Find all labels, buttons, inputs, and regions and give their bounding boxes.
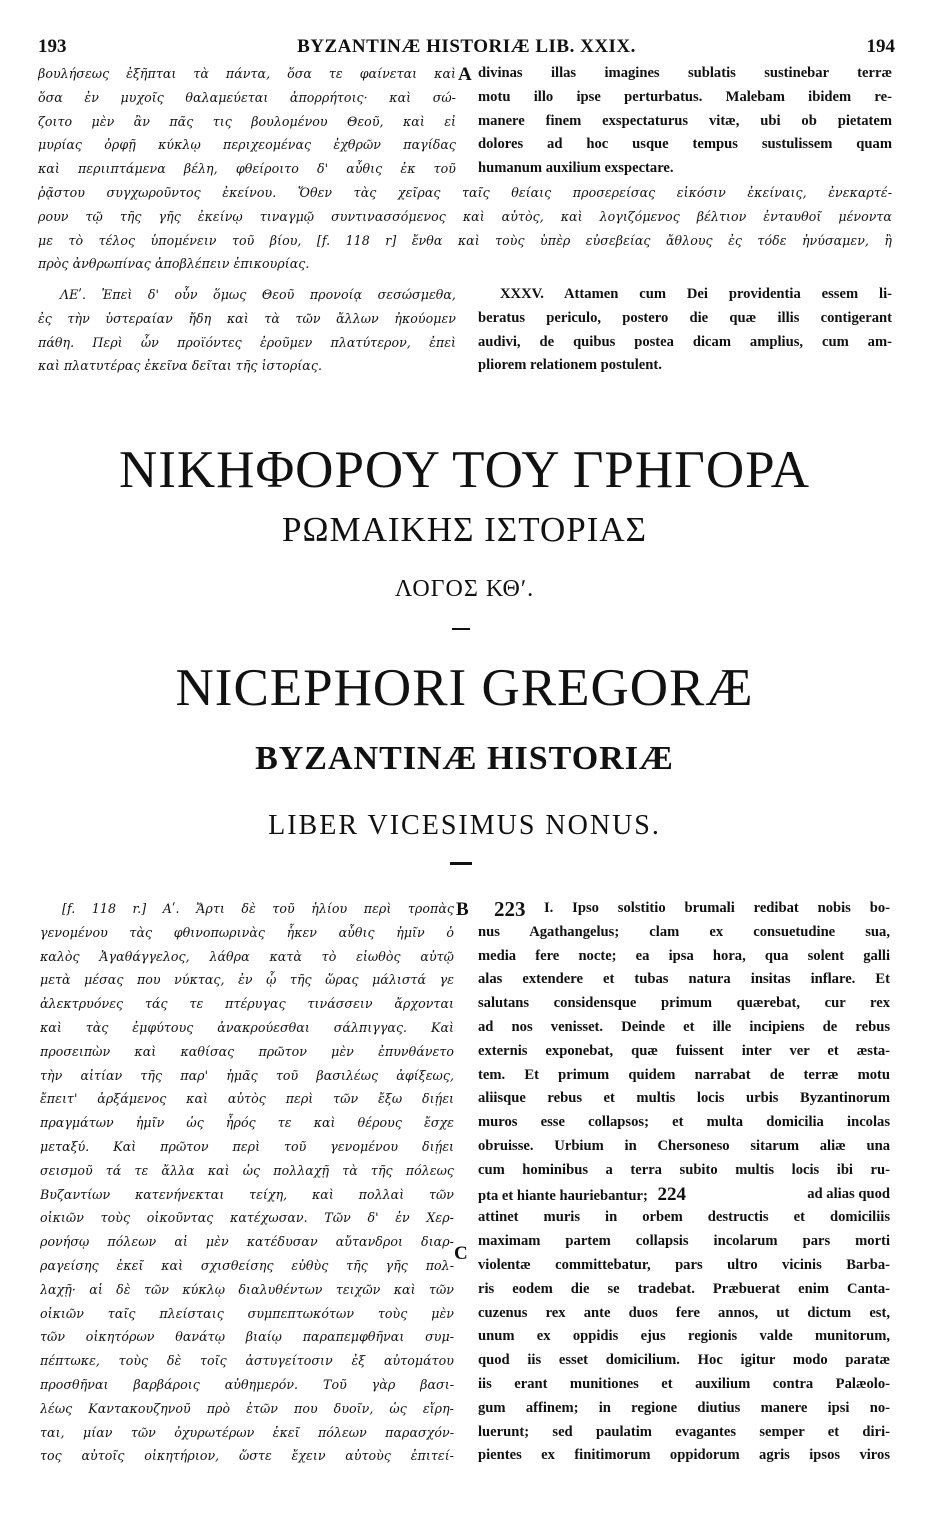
text-line: dolores ad hoc usque tempus sustulissem quam [478, 136, 892, 153]
text-line: iis erant munitiones et auxilium contra Palæolo- [478, 1375, 890, 1392]
text-segment: pta et hiante hauriebantur; [478, 1187, 648, 1204]
text-line: ris eodem die se tradebat. Præbuerat enim Canta- [478, 1280, 890, 1297]
greek-author-title: ΝΙΚΗΦΟΡΟΥ ΤΟΥ ΓΡΗΓΟΡΑ [118, 441, 811, 499]
latin-work-title: BYZANTINÆ HISTORIÆ [255, 740, 674, 777]
text-line: οἰκιῶν τοὺς οἰκοῦντας κατέχωσαν. Τῶν δ' ἐν Χερ- [40, 1210, 454, 1226]
text-line: violentæ committebatur, pars ultro vicinis Barba- [478, 1256, 890, 1273]
text-line: Βυζαντίων κατενήνεκται τείχη, καὶ πολλαὶ τῶν [40, 1186, 454, 1202]
text-line: media fere nocte; ea ipsa hora, qua solent galli [478, 947, 890, 964]
latin-author-title: NICEPHORI GREGORÆ [175, 659, 754, 717]
text-line: πραγμάτων ἡμῖν ὡς ἦρός τε καὶ θέρους ἔσχε [40, 1115, 454, 1131]
margin-marker-a: A [458, 64, 472, 85]
margin-marker-b: B [456, 899, 469, 920]
text-line: καὶ πλατυτέρας ἐκεῖνα δεῖται τῆς ἱστορίας. [38, 358, 323, 374]
text-line: luerunt; sed paulatim evagantes semper et diri- [478, 1423, 890, 1440]
text-line: nus Agathangelus; clam ex consuetudine sua, [478, 923, 890, 940]
text-line: I. Ipso solstitio brumali redibat nobis bo- [544, 900, 890, 916]
text-line: ἐς τὴν ὑστεραίαν ἤδη καὶ τὰ τῶν ἄλλων ἠκούομεν [38, 310, 456, 326]
text-line: ρονήσῳ πόλεων αἱ μὲν κατέδυσαν αὔτανδροι διαρ- [40, 1234, 454, 1250]
text-line: ad nos venisset. Deinde et ille incipiens de rebus [478, 1018, 890, 1035]
text-line: quod iis esset domicilium. Hoc igitur modo paratæ [478, 1352, 890, 1369]
title-divider [452, 628, 470, 630]
text-line: beratus periculo, postero die quæ illis contigerant [478, 309, 892, 326]
page-number-right: 194 [866, 36, 895, 57]
text-line: externis exponebat, quæ fuissent inter ver et æsta- [478, 1042, 890, 1059]
text-line: cuzenus rex ante duos fere annos, ut dictum est, [478, 1304, 890, 1321]
greek-wide-block [38, 181, 892, 276]
text-line: attinet muris in orbem destructis et domiciliis [478, 1209, 890, 1226]
text-line: ἔπειτ' ἀρξάμενος καὶ αὐτὸς περὶ τῶν ἔξω διῄει [40, 1091, 454, 1107]
text-line: ὅσα ἐν μυχοῖς θαλαμεύεται ἀπορρήτοις· καὶ σώ- [38, 89, 456, 105]
text-line: προσθῆναι βαρβάροις αὐθημερόν. Τοῦ γὰρ βασι- [40, 1376, 454, 1392]
text-line: μετὰ μέσας που νύκτας, ἐν ᾧ τῆς ὥρας μάλιστά γε [40, 972, 454, 988]
text-line: pliorem relationem postulent. [478, 357, 662, 374]
text-line: alas extendere et tubas natura insitas inflare. Et [478, 971, 890, 988]
running-title: BYZANTINÆ HISTORIÆ LIB. XXIX. [297, 36, 636, 57]
text-line: προσειπὼν καὶ καθίσας πρῶτον μὲν ἐπυνθάνετο [40, 1043, 454, 1059]
text-line: μεταξύ. Καὶ πρῶτον περὶ τοῦ γενομένου διῄει [40, 1138, 454, 1154]
text-line: [f. 118 r.] Αʹ. Ἄρτι δὲ τοῦ ἡλίου περὶ τροπὰς [62, 901, 454, 916]
text-line: ται, μίαν τῶν ὀχυρωτέρων ἐκεῖ πόλεων παρασχόν- [40, 1424, 454, 1440]
text-line: πρὸς ἀνθρωπίνας ἀποβλέπειν ἐπικουρίας. [38, 256, 310, 272]
running-head [38, 36, 895, 60]
greek-work-title: ΡΩΜΑΙΚΗΣ ΙΣΤΟΡΙΑΣ [281, 510, 648, 549]
text-line: μυρίας ὀρφῇ κύκλῳ περιχεομένας ἐχθρῶν παγίδας [38, 137, 456, 153]
column-number-223: 223 [494, 897, 526, 921]
text-line: audivi, de quibus postea dicam amplius, cum am- [478, 333, 892, 350]
text-line: σεισμοῦ τά τε ἄλλα καὶ ὡς πολλαχῇ τὰ τῆς πόλεως [40, 1162, 454, 1178]
text-line: καὶ τὰς ἐμφύτους ἀνακρούεσθαι σάλπιγγας. Καὶ [40, 1019, 454, 1035]
latin-book-title: LIBER VICESIMUS NONUS. [268, 810, 661, 841]
text-line [478, 1183, 890, 1207]
text-line: καὶ περιιπτάμενα βέλη, φθείροιτο δ' αὖθις ἐκ τοῦ [38, 161, 456, 177]
text-line: pientes ex finitimorum oppidorum agris ipsos viros [478, 1447, 890, 1464]
text-line: muros esse collapsos; et multa domicilia incolas [478, 1114, 890, 1131]
text-line: ρουν τῷ τῆς γῆς ἐκείνῳ τιναγμῷ συντινασσόμενος καὶ αὐτὸς, καὶ λογιζόμενος βέλτιον ἐνταυθοῖ μένοντα [38, 208, 892, 224]
text-line: λαχῇ· αἱ δὲ τῶν κύκλῳ διαλυθέντων τειχῶν καὶ τῶν [40, 1281, 454, 1297]
text-line: με τὸ τέλος ὑπομένειν τοῦ βίου, [f. 118 r] ἔνθα καὶ τοὺς ὑπὲρ εὐσεβείας ἄθλους ἐς τόδε ἠνύσαμεν, ἢ [38, 232, 892, 248]
text-line: unum ex oppidis ejus regionis valde munitorum, [478, 1328, 890, 1345]
page-number-left: 193 [38, 36, 67, 57]
text-line: ζοιτο μὲν ἂν πᾶς τις βουλομένου Θεοῦ, καὶ εἰ [38, 113, 456, 129]
latin-column-top [478, 62, 892, 181]
latin-paragraph-35 [478, 283, 892, 378]
greek-paragraph-35 [38, 283, 456, 378]
text-line: salutans considensque primum quærebat, cur rex [478, 995, 890, 1012]
text-line: motu illo ipse perturbatus. Malebam ibidem re- [478, 88, 892, 105]
text-line: γενομένου τὰς φθινοπωρινὰς ἧκεν αὖθις ἡμῖν ὁ [40, 924, 454, 940]
greek-book-title: ΛΟΓΟΣ ΚΘʹ. [394, 576, 535, 602]
text-line: ραγείσης ἐκεῖ καὶ σχισθείσης εὐθὺς τῆς γῆς πολ- [40, 1257, 454, 1273]
greek-column-top [38, 62, 456, 181]
text-line: aliisque rebus et multis locis urbis Byzantinorum [478, 1090, 890, 1107]
text-line: τῶν οἰκητόρων θανάτῳ βιαίῳ παραπεμφθῆναι συμ- [40, 1329, 454, 1345]
text-line: obruisse. Urbium in Chersoneso sitarum aliæ una [478, 1137, 890, 1154]
text-line: βουλήσεως ἐξῆπται τὰ πάντα, ὅσα τε φαίνεται καὶ [38, 66, 456, 81]
text-line: gum affinem; in regione diutius manere ipsi no- [478, 1399, 890, 1416]
text-line: λέως Καντακουζηνοῦ πρὸ ἐτῶν που δυοῖν, ὡς εἴρη- [40, 1400, 454, 1416]
text-line: πέπτωκε, τοὺς δὲ τοῖς ἀστυγείτοσιν ἐξ αὐτομάτου [40, 1353, 454, 1369]
latin-column-bottom [478, 897, 890, 1468]
text-line: ἀλεκτρυόνες τάς τε πτέρυγας τινάσσειν ἄρχονται [40, 996, 454, 1012]
text-line: τὴν αἰτίαν τῆς παρ' ἡμᾶς τοῦ βασιλέως ἀφίξεως, [40, 1067, 454, 1083]
text-line: cum hominibus a terra subito multis locis ibi ru- [478, 1161, 890, 1178]
column-number-224: 224 [657, 1183, 687, 1205]
text-line: ΛΕʹ. Ἐπεὶ δ' οὖν ὅμως Θεοῦ προνοίᾳ σεσώσμεθα, [60, 287, 456, 302]
text-line: τος αὐτοῖς οἰκητήριον, ὥστε ἔχειν αὐτοὺς ἐπιτεί- [40, 1448, 454, 1464]
text-line: humanum auxilium exspectare. [478, 160, 674, 177]
text-segment: ad alias quod [807, 1185, 890, 1202]
text-line: καλὸς Ἀγαθάγγελος, λάθρα κατὰ τὸ εἰωθὸς αὐτῷ [40, 948, 454, 964]
text-line: maximam partem collapsis incolarum pars morti [478, 1233, 890, 1250]
text-line: οἰκιῶν ταῖς πλείσταις συμπεπτωκότων τοὺς μὲν [40, 1305, 454, 1321]
text-line: πάθη. Περὶ ὧν προϊόντες ἐροῦμεν πλατύτερον, ἐπεὶ [38, 334, 456, 350]
greek-column-bottom [40, 897, 454, 1468]
title-divider [450, 862, 472, 865]
text-line: ῥᾷστου συγχωροῦντος ἐκείνου. Ὅθεν τὰς χεῖρας ταῖς θείαις προσερείσας εἰκόσιν ἐκείναις, ἐνεκαρτέ- [38, 185, 892, 200]
margin-marker-c: C [454, 1243, 468, 1264]
text-line: XXXV. Attamen cum Dei providentia essem li- [500, 286, 892, 302]
text-line: manere finem exspectaturus vitæ, ubi ob pietatem [478, 112, 892, 129]
text-line: tem. Et primum quidem narrabat de terræ motu [478, 1066, 890, 1083]
text-line: divinas illas imagines sublatis sustinebar terræ [478, 65, 892, 81]
